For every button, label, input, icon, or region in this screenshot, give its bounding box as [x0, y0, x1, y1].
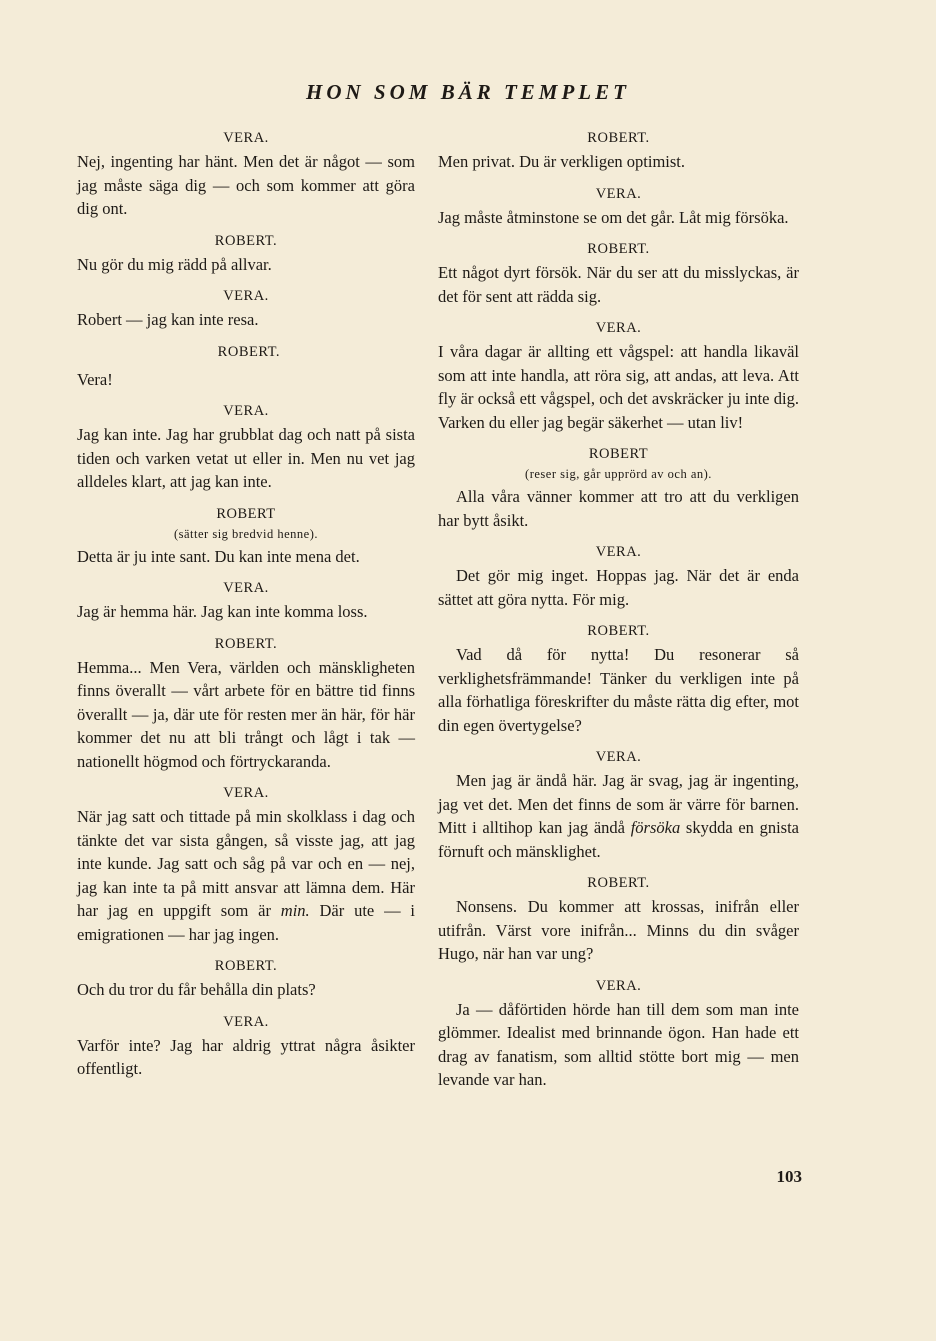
stage-direction: (reser sig, går upprörd av och an). [525, 467, 712, 481]
speaker-label: ROBERT. [587, 241, 650, 257]
dialogue-line: Vad då för nytta! Du resonerar så verklighetsfrämmande! Tänker du verkligen inte på alla förhatliga föreskrifter du måste rätta dig efter, mot din egen övertygelse? [438, 645, 799, 735]
dialogue-text: Där ute — i emigrationen — har jag ingen. [77, 901, 415, 944]
speaker-label: ROBERT [216, 505, 276, 522]
speaker-label: ROBERT. [214, 635, 278, 652]
dialogue-line: Ja — dåförtiden hörde han till dem som man inte glömmer. Idealist med brinnande ögon. Han hade ett drag av fanatism, som alltid stötte bort mig — men levande var han. [438, 999, 799, 1089]
dialogue-line: Och du tror du får behålla din plats? [77, 980, 316, 999]
speaker-label: ROBERT. [214, 232, 278, 249]
speaker-label: VERA. [223, 580, 269, 596]
dialogue-line: Men privat. Du är verkligen optimist. [438, 152, 685, 171]
dialogue-line: I våra dagar är allting ett vågspel: att handla likaväl som att inte handla, att röra sig, att andas, att leva. Att fly är också ett vågspel, och det avskräcker ju inte dig. Varken du eller jag begär säkerhet — utan liv! [438, 342, 799, 432]
dialogue-pair [77, 342, 415, 392]
right-column [438, 128, 799, 1102]
speaker-label: VERA. [595, 544, 642, 560]
speaker-label: VERA. [223, 288, 269, 304]
dialogue-line: Ett något dyrt försök. När du ser att du misslyckas, är det för sent att rädda sig. [438, 263, 799, 306]
dialogue-line: Alla våra vänner kommer att tro att du verkligen har bytt åsikt. [438, 487, 799, 530]
speaker-label: VERA. [595, 977, 642, 994]
speaker-label: ROBERT. [217, 343, 281, 360]
emphasis-text: försöka [630, 818, 681, 837]
speaker-label: VERA. [223, 785, 269, 801]
left-column [77, 128, 415, 1091]
speaker-label: ROBERT. [587, 623, 650, 639]
speaker-label: VERA. [595, 185, 642, 202]
speaker-label: VERA. [223, 1013, 269, 1030]
speaker-label: ROBERT. [587, 130, 650, 146]
dialogue-line: Detta är ju inte sant. Du kan inte mena det. [77, 546, 360, 566]
speaker-label: VERA. [223, 403, 269, 419]
dialogue-line [77, 805, 415, 946]
dialogue-line: Hemma... Men Vera, världen och mänskligheten finns överallt — vårt arbete för en bättre tid finns överallt — ja, där ute för resten mer än här, för här kommer det nu att bli trångt och lågt i tak — nationellt högmod och förtryckaranda. [77, 657, 415, 771]
dialogue-line: Nu gör du mig rädd på allvar. [77, 254, 272, 274]
dialogue-line: Vera! [77, 369, 113, 389]
dialogue-line: Nej, ingenting har hänt. Men det är något — som jag måste säga dig — och som kommer att göra dig ont. [77, 152, 415, 218]
running-header: HON SOM BÄR TEMPLET [306, 80, 630, 104]
dialogue-text: Men jag är ändå här. Jag är svag, jag är ingenting, jag vet det. Men det finns de som är värre för barnen. Mitt i alltihop kan jag ändå [438, 771, 799, 837]
speaker-label: VERA. [595, 749, 642, 765]
dialogue-line [438, 769, 799, 863]
page-number: 103 [776, 1167, 802, 1186]
dialogue-line: Varför inte? Jag har aldrig yttrat några åsikter offentligt. [77, 1035, 415, 1078]
dialogue-line: Jag kan inte. Jag har grubblat dag och natt på sista tiden och varken vetat ut eller in. Men nu vet jag alldeles klart, att jag kan inte. [77, 425, 415, 491]
dialogue-line: Det gör mig inget. Hoppas jag. När det är enda sättet att göra nytta. För mig. [438, 566, 799, 609]
dialogue-line: Jag är hemma här. Jag kan inte komma loss. [77, 602, 368, 621]
speaker-label: ROBERT [588, 446, 649, 462]
dialogue-line: Robert — jag kan inte resa. [77, 310, 259, 329]
emphasis-text: min. [280, 901, 310, 920]
speaker-label: VERA. [223, 130, 269, 146]
speaker-label: VERA. [595, 320, 642, 336]
speaker-label: ROBERT. [214, 958, 278, 974]
dialogue-line: Jag måste åtminstone se om det går. Låt mig försöka. [438, 207, 789, 227]
dialogue-text: När jag satt och tittade på min skolklass i dag och tänkte det var sista gången, så visste jag, att jag inte kunde. Jag satt och såg på var och en — nej, jag kan inte ta på mitt ansvar att lämna dem. Här har jag en uppgift som är [77, 807, 415, 920]
dialogue-text: skydda en gnista förnuft och mänsklighet. [438, 818, 800, 861]
speaker-label: ROBERT. [587, 875, 650, 891]
stage-direction: (sätter sig bredvid henne). [173, 526, 318, 541]
dialogue-line: Nonsens. Du kommer att krossas, inifrån eller utifrån. Värst vore inifrån... Minns du din svåger Hugo, när han var ung? [438, 897, 799, 963]
